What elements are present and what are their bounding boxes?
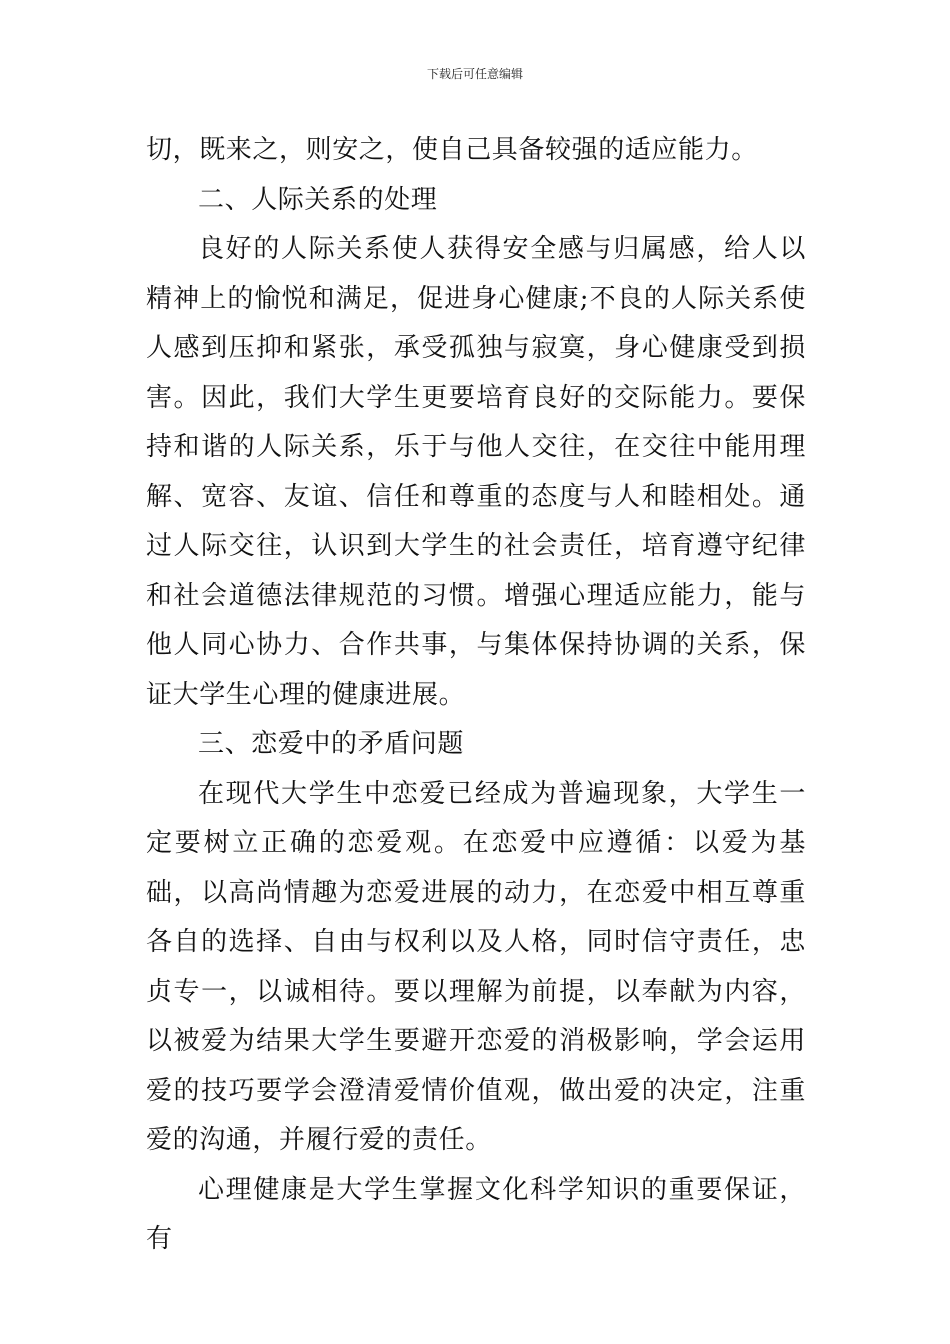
document-body [146,126,806,1265]
paragraph-mental-health: 心理健康是大学生掌握文化科学知识的重要保证，有 [146,1174,806,1254]
paragraph-romance: 在现代大学生中恋爱已经成为普遍现象，大学生一定要树立正确的恋爱观。在恋爱中应遵循：以爱为基础，以高尚情趣为恋爱进展的动力，在恋爱中相互尊重各自的选择、自由与权利以及人格，同时信守责任，忠贞专一，以诚相待。要以理解为前提，以奉献为内容，以被爱为结果大学生要避开恋爱的消极影响，学会运用爱的技巧要学会澄清爱情价值观，做出爱的决定，注重爱的沟通，并履行爱的责任。 [146,778,806,1155]
section-heading-romance: 三、恋爱中的矛盾问题 [198,729,465,759]
page-header: 下载后可任意编辑 [426,67,523,81]
paragraph-interpersonal: 良好的人际关系使人获得安全感与归属感，给人以精神上的愉悦和满足，促进身心健康;不良的人际关系使人感到压抑和紧张，承受孤独与寂寞，身心健康受到损害。因此，我们大学生更要培育良好的交际能力。要保持和谐的人际关系，乐于与他人交往，在交往中能用理解、宽容、友谊、信任和尊重的态度与人和睦相处。通过人际交往，认识到大学生的社会责任，培育遵守纪律和社会道德法律规范的习惯。增强心理适应能力，能与他人同心协力、合作共事，与集体保持协调的关系，保证大学生心理的健康进展。 [146,234,806,710]
section-heading-interpersonal: 二、人际关系的处理 [198,184,438,215]
paragraph-continuation: 切，既来之，则安之，使自己具备较强的适应能力。 [146,135,758,165]
